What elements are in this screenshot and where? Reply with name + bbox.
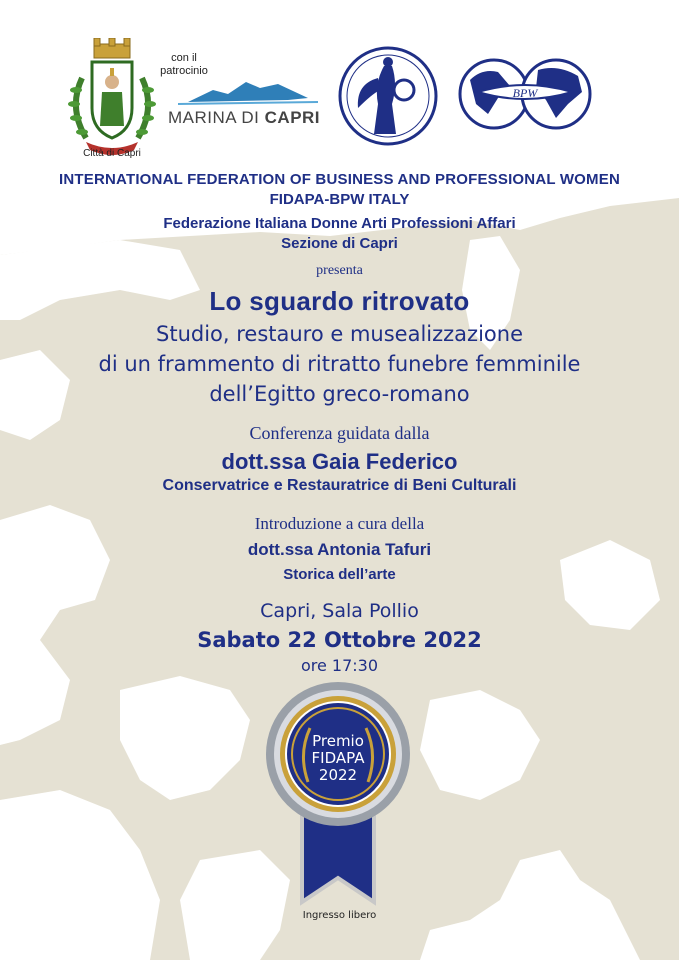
event-time: ore 17:30 — [300, 656, 379, 675]
capri-coat-of-arms-icon — [64, 38, 160, 160]
award-label — [258, 733, 418, 784]
marina-di-capri-wordmark — [168, 108, 320, 128]
award-rosette-icon — [258, 682, 418, 912]
presents-label: presenta — [316, 263, 363, 278]
header-line-3: Federazione Italiana Donne Arti Professioni Affari — [163, 215, 516, 232]
event-date: Sabato 22 Ottobre 2022 — [197, 628, 482, 652]
event-subtitle-2: di un frammento di ritratto funebre femminile — [98, 352, 581, 376]
award-line-3: 2022 — [318, 766, 358, 784]
header-line-2: FIDAPA-BPW ITALY — [269, 191, 410, 208]
marina-bold: CAPRI — [264, 108, 321, 127]
header-line-4: Sezione di Capri — [281, 235, 398, 252]
capri-caption: Città di Capri — [83, 148, 141, 159]
intro-speaker-name: dott.ssa Antonia Tafuri — [247, 540, 432, 559]
bpw-text: BPW — [512, 86, 538, 100]
fidapa-logo-icon — [338, 44, 438, 148]
marina-prefix: MARINA DI — [168, 108, 260, 127]
award-line-2: FIDAPA — [311, 749, 365, 767]
header-line-1: INTERNATIONAL FEDERATION OF BUSINESS AND PROFESSIONAL WOMEN — [59, 171, 620, 188]
patronage-label: con il patrocinio — [160, 52, 208, 77]
event-title: Lo sguardo ritrovato — [209, 286, 470, 316]
intro-speaker-role: Storica dell’arte — [283, 566, 396, 583]
guided-by-label: Conferenza guidata dalla — [249, 423, 430, 443]
event-place: Capri, Sala Pollio — [260, 600, 419, 622]
free-entry-label: Ingresso libero — [302, 910, 377, 921]
bpw-globe-logo-icon — [458, 58, 592, 130]
intro-label: Introduzione a cura della — [254, 514, 425, 533]
speaker-name: dott.ssa Gaia Federico — [221, 449, 458, 474]
award-line-1: Premio — [312, 732, 364, 750]
event-subtitle-1: Studio, restauro e musealizzazione — [156, 322, 523, 346]
speaker-role: Conservatrice e Restauratrice di Beni Culturali — [162, 477, 517, 494]
event-subtitle-3: dell’Egitto greco-romano — [209, 382, 470, 406]
